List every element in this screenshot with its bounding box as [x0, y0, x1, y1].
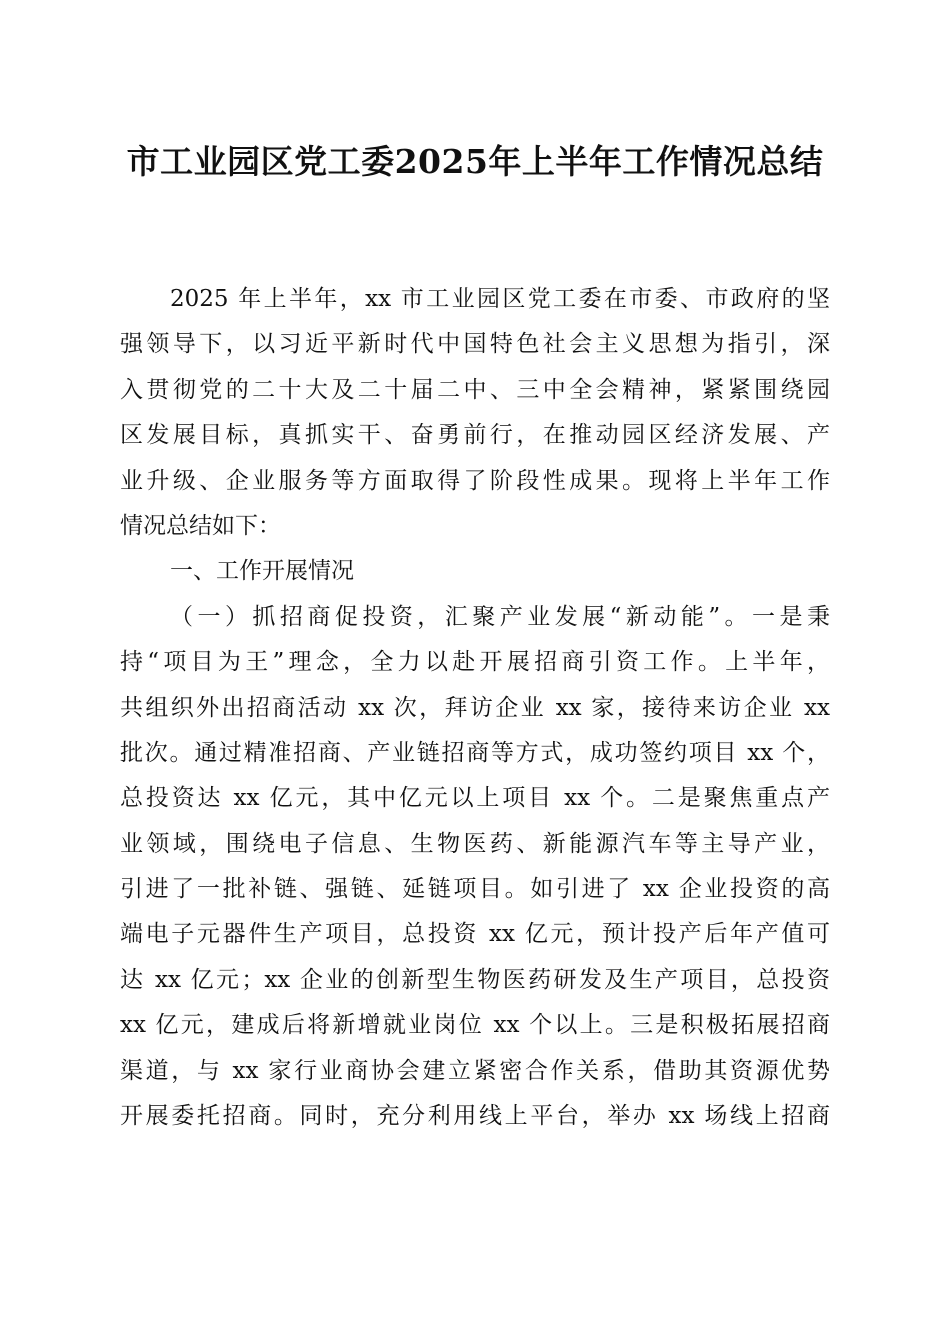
- section1-line: xx 亿元，建成后将新增就业岗位 xx 个以上。三是积极拓展招商: [120, 1012, 830, 1039]
- document-title: 市工业园区党工委2025年上半年工作情况总结: [126, 142, 824, 181]
- section1-line: 总投资达 xx 亿元，其中亿元以上项目 xx 个。二是聚焦重点产: [120, 785, 830, 812]
- section1-line: 渠道，与 xx 家行业商协会建立紧密合作关系，借助其资源优势: [120, 1057, 830, 1084]
- section1-line: 引进了一批补链、强链、延链项目。如引进了 xx 企业投资的高: [120, 876, 830, 903]
- section1-line: 开展委托招商。同时，充分利用线上平台，举办 xx 场线上招商: [120, 1103, 830, 1130]
- section1-line: 持“项目为王”理念，全力以赴开展招商引资工作。上半年，: [120, 649, 830, 676]
- intro-line: 2025 年上半年，xx 市工业园区党工委在市委、市政府的坚: [170, 286, 830, 312]
- intro-line: 业升级、企业服务等方面取得了阶段性成果。现将上半年工作: [120, 467, 830, 494]
- intro-line: 区发展目标，真抓实干、奋勇前行，在推动园区经济发展、产: [120, 422, 830, 449]
- section-heading: 一、工作开展情况: [170, 558, 354, 585]
- document-body: [120, 277, 830, 1139]
- section1-line: 达 xx 亿元；xx 企业的创新型生物医药研发及生产项目，总投资: [120, 966, 830, 993]
- section1-line: 端电子元器件生产项目，总投资 xx 亿元，预计投产后年产值可: [120, 921, 830, 948]
- intro-line: 强领导下，以习近平新时代中国特色社会主义思想为指引，深: [120, 331, 830, 358]
- section1-line: 共组织外出招商活动 xx 次，拜访企业 xx 家，接待来访企业 xx: [120, 694, 830, 721]
- section1-line: （一）抓招商促投资，汇聚产业发展“新动能”。一是秉: [170, 603, 830, 630]
- section1-line: 业领域，围绕电子信息、生物医药、新能源汽车等主导产业，: [120, 830, 830, 857]
- intro-line: 入贯彻党的二十大及二十届二中、三中全会精神，紧紧围绕园: [120, 376, 830, 403]
- intro-line: 情况总结如下：: [120, 512, 281, 539]
- section1-line: 批次。通过精准招商、产业链招商等方式，成功签约项目 xx 个，: [120, 739, 830, 766]
